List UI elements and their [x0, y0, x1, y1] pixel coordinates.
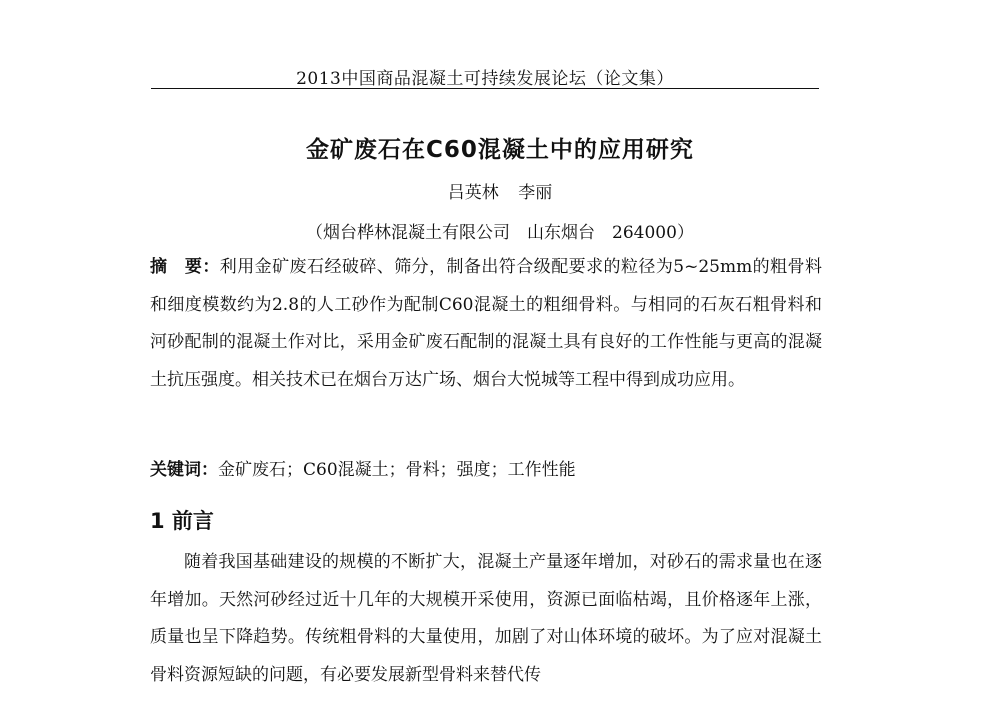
section-heading: 1 前言 — [150, 509, 214, 533]
abstract — [150, 249, 822, 399]
keywords-label: 关键词： — [150, 460, 218, 480]
keywords — [150, 452, 822, 490]
abstract-text: 利用金矿废石经破碎、筛分，制备出符合级配要求的粒径为5~25mm的粗骨料和细度模数约为2.8的人工砂作为配制C60混凝土的粗细骨料。与相同的石灰石粗骨料和河砂配制的混凝土作对比，采用金矿废石配制的混凝土具有良好的工作性能与更高的混凝土抗压强度。相关技术已在烟台万达广场、烟台大悦城等工程中得到成功应用。 — [150, 257, 823, 390]
paper-title: 金矿废石在C60混凝土中的应用研究 — [306, 137, 694, 163]
section-body: 随着我国基础建设的规模的不断扩大，混凝土产量逐年增加，对砂石的需求量也在逐年增加。天然河砂经过近十几年的大规模开采使用，资源已面临枯竭，且价格逐年上涨，质量也呈下降趋势。传统粗骨料的大量使用，加剧了对山体环境的破坏。为了应对混凝土骨料资源短缺的问题，有必要发展新型骨料来替代传 — [150, 552, 822, 685]
running-title: 2013中国商品混凝土可持续发展论坛（论文集） — [296, 69, 674, 89]
authors: 吕英林 李丽 — [447, 183, 553, 203]
affiliation: （烟台桦林混凝土有限公司 山东烟台 264000） — [306, 223, 694, 243]
header-rule — [151, 88, 819, 89]
running-header — [151, 64, 819, 94]
abstract-label: 摘 要： — [150, 257, 220, 277]
keywords-text: 金矿废石；C60混凝土；骨料；强度；工作性能 — [218, 460, 576, 480]
